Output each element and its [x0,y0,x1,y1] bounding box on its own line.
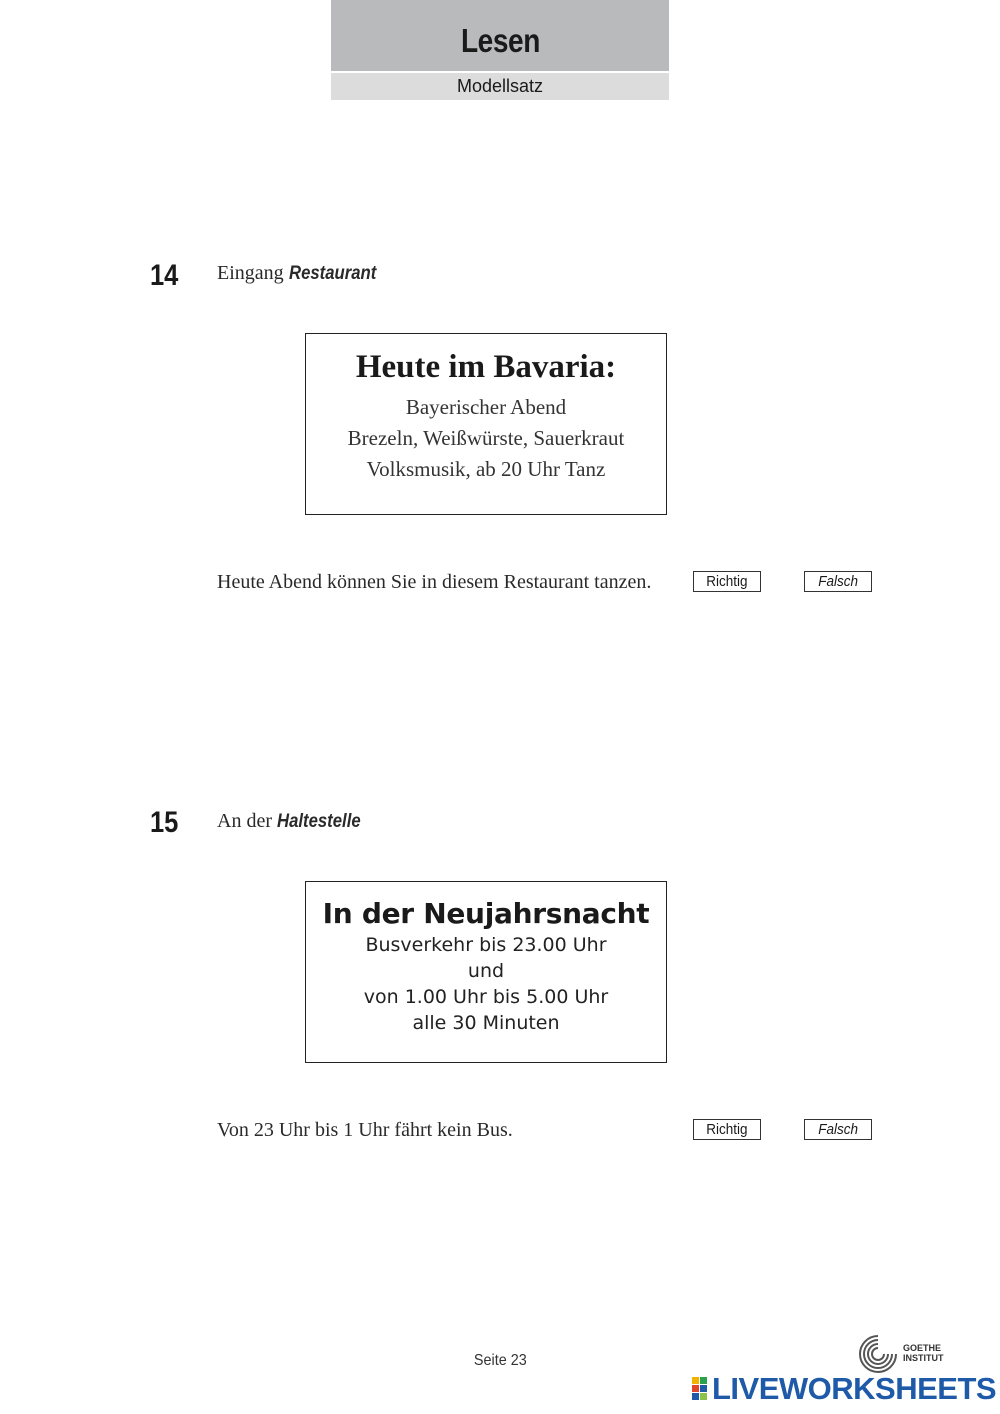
task-context-15 [217,810,372,833]
sign-line: Busverkehr bis 23.00 Uhr [365,934,607,956]
sign-line: Bayerischer Abend [405,395,567,419]
page-number-text: Seite 23 [473,1352,527,1369]
answer-richtig-button-14[interactable] [693,571,761,592]
sign-restaurant [305,333,667,515]
context-prefix: Eingang [217,262,284,284]
context-keyword: Haltestelle [276,811,361,832]
liveworksheets-logo-icon [692,1377,708,1401]
answer-falsch-button-15[interactable] [804,1119,872,1140]
answer-label: Richtig [706,1121,748,1138]
sign-line: Brezeln, Weißwürste, Sauerkraut [347,426,625,450]
section-title [331,0,669,71]
goethe-line: GOETHE [903,1343,942,1353]
section-subtitle: Modellsatz [331,73,669,100]
sign-title: Heute im Bavaria: [355,349,617,385]
context-keyword: Restaurant [288,263,376,284]
goethe-line: INSTITUT [903,1353,944,1363]
task-number-15: 15 [150,806,179,839]
liveworksheets-watermark: LIVEWORKSHEETS [712,1371,997,1406]
sign-title: In der Neujahrsnacht [322,897,650,930]
page-number [0,1352,1000,1370]
answer-label: Falsch [818,573,858,590]
sign-bus-schedule [305,881,667,1063]
statement-15: Von 23 Uhr bis 1 Uhr fährt kein Bus. [217,1119,513,1141]
answer-falsch-button-14[interactable] [804,571,872,592]
section-title-text: Lesen [460,21,540,59]
task-number-14: 14 [150,259,179,292]
sign-line: alle 30 Minuten [412,1012,560,1034]
task-context-14 [217,262,388,285]
sign-line: Volksmusik, ab 20 Uhr Tanz [366,457,606,481]
answer-richtig-button-15[interactable] [693,1119,761,1140]
goethe-logo-text [903,1343,944,1363]
answer-label: Richtig [706,573,748,590]
context-prefix: An der [217,810,272,832]
sign-line: und [467,960,505,982]
statement-14: Heute Abend können Sie in diesem Restaurant tanzen. [217,571,652,593]
answer-label: Falsch [818,1121,858,1138]
sign-line: von 1.00 Uhr bis 5.00 Uhr [363,986,609,1008]
